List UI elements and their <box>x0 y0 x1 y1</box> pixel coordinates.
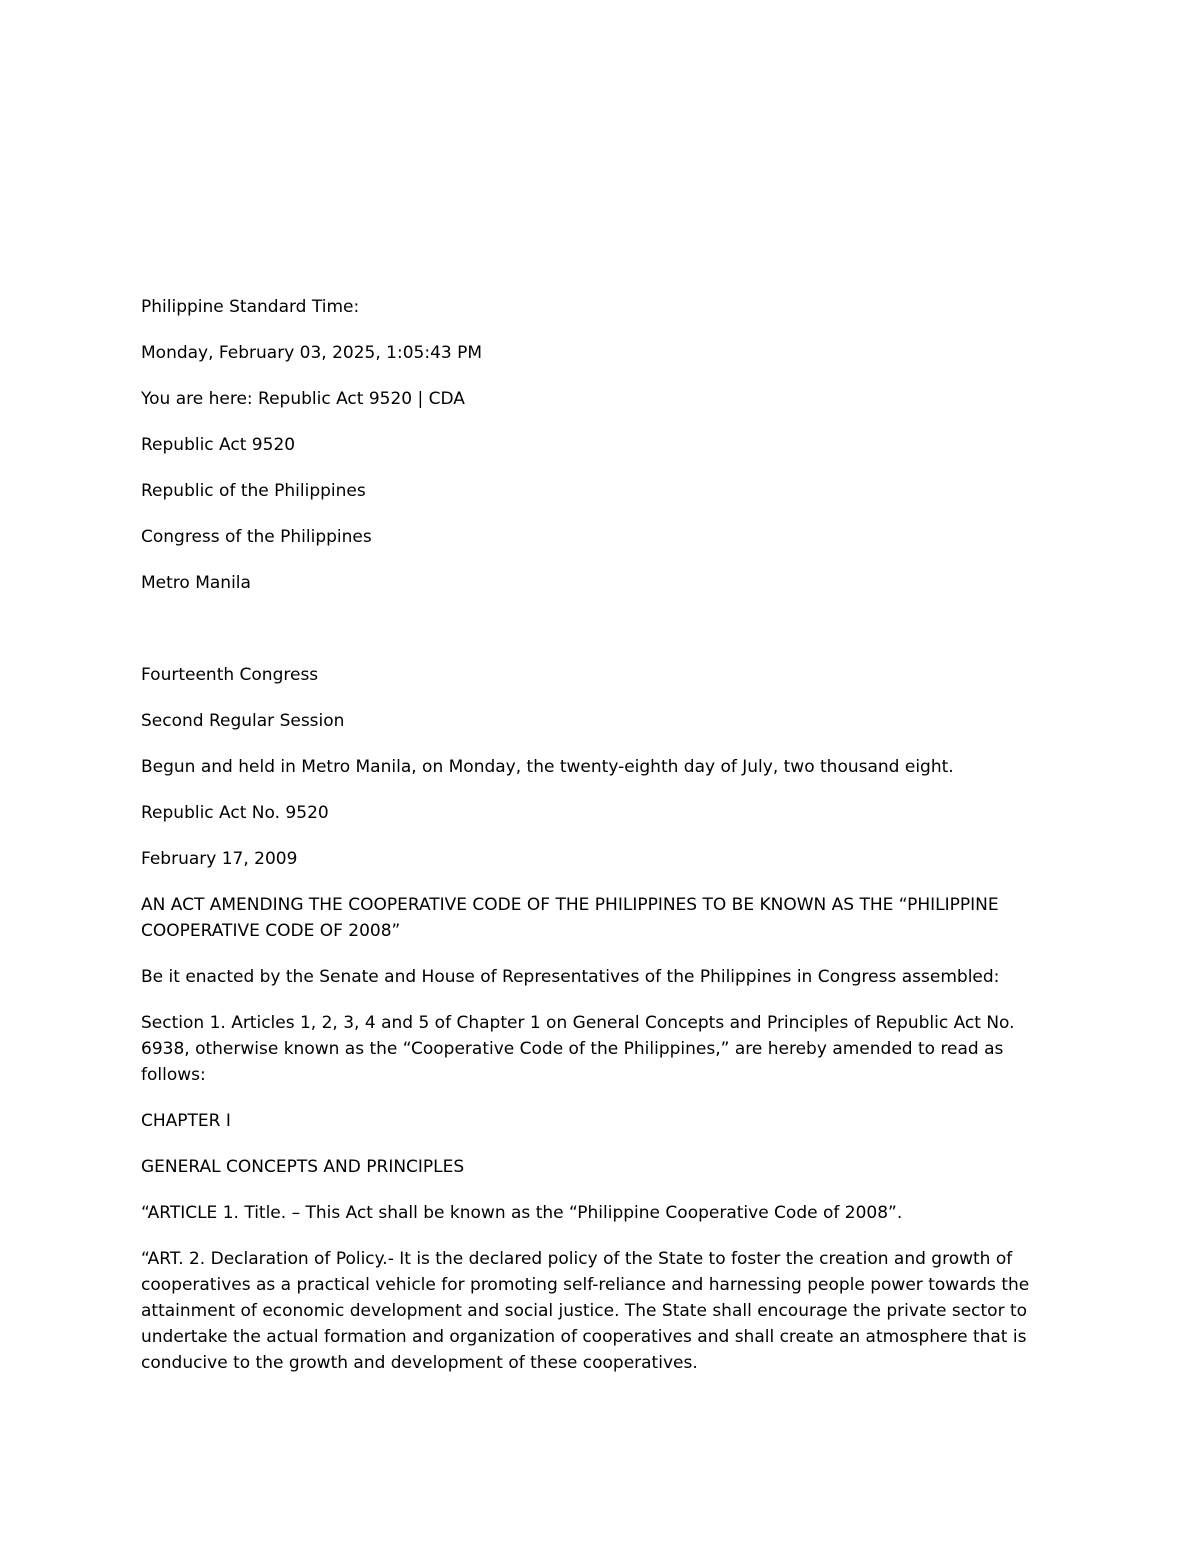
act-long-title: AN ACT AMENDING THE COOPERATIVE CODE OF THE PHILIPPINES TO BE KNOWN AS THE “PHILIPPINE COOPERATIVE CODE OF 2008” <box>141 895 999 941</box>
article-1: “ARTICLE 1. Title. – This Act shall be known as the “Philippine Cooperative Code of 2008”. <box>141 1203 903 1223</box>
congress-line: Congress of the Philippines <box>141 527 372 547</box>
begun-held-line: Begun and held in Metro Manila, on Monday, the twenty-eighth day of July, two thousand eight. <box>141 757 954 777</box>
section-1: Section 1. Articles 1, 2, 3, 4 and 5 of Chapter 1 on General Concepts and Principles of Republic Act No. 6938, otherwise known as the “Cooperative Code of the Philippines,” are hereby amended to read as follows: <box>141 1013 1015 1085</box>
breadcrumb: You are here: Republic Act 9520 | CDA <box>141 389 465 409</box>
pst-label: Philippine Standard Time: <box>141 297 360 317</box>
chapter-title: GENERAL CONCEPTS AND PRINCIPLES <box>141 1157 465 1177</box>
document-content <box>141 294 1061 1396</box>
congress-number: Fourteenth Congress <box>141 665 319 685</box>
pst-datetime: Monday, February 03, 2025, 1:05:43 PM <box>141 343 483 363</box>
act-title: Republic Act 9520 <box>141 435 296 455</box>
blank-line <box>141 616 1061 662</box>
session-line: Second Regular Session <box>141 711 345 731</box>
enacting-clause: Be it enacted by the Senate and House of Representatives of the Philippines in Congress assembled: <box>141 967 1000 987</box>
act-number: Republic Act No. 9520 <box>141 803 329 823</box>
article-2: “ART. 2. Declaration of Policy.- It is the declared policy of the State to foster the creation and growth of cooperatives as a practical vehicle for promoting self-reliance and harnessing people power towards the attainment of economic development and social justice. The State shall encourage the private sector to undertake the actual formation and organization of cooperatives and shall create an atmosphere that is conducive to the growth and development of these cooperatives. <box>141 1249 1030 1373</box>
chapter-heading: CHAPTER I <box>141 1111 231 1131</box>
act-date: February 17, 2009 <box>141 849 298 869</box>
location-line: Metro Manila <box>141 573 251 593</box>
country-line: Republic of the Philippines <box>141 481 366 501</box>
